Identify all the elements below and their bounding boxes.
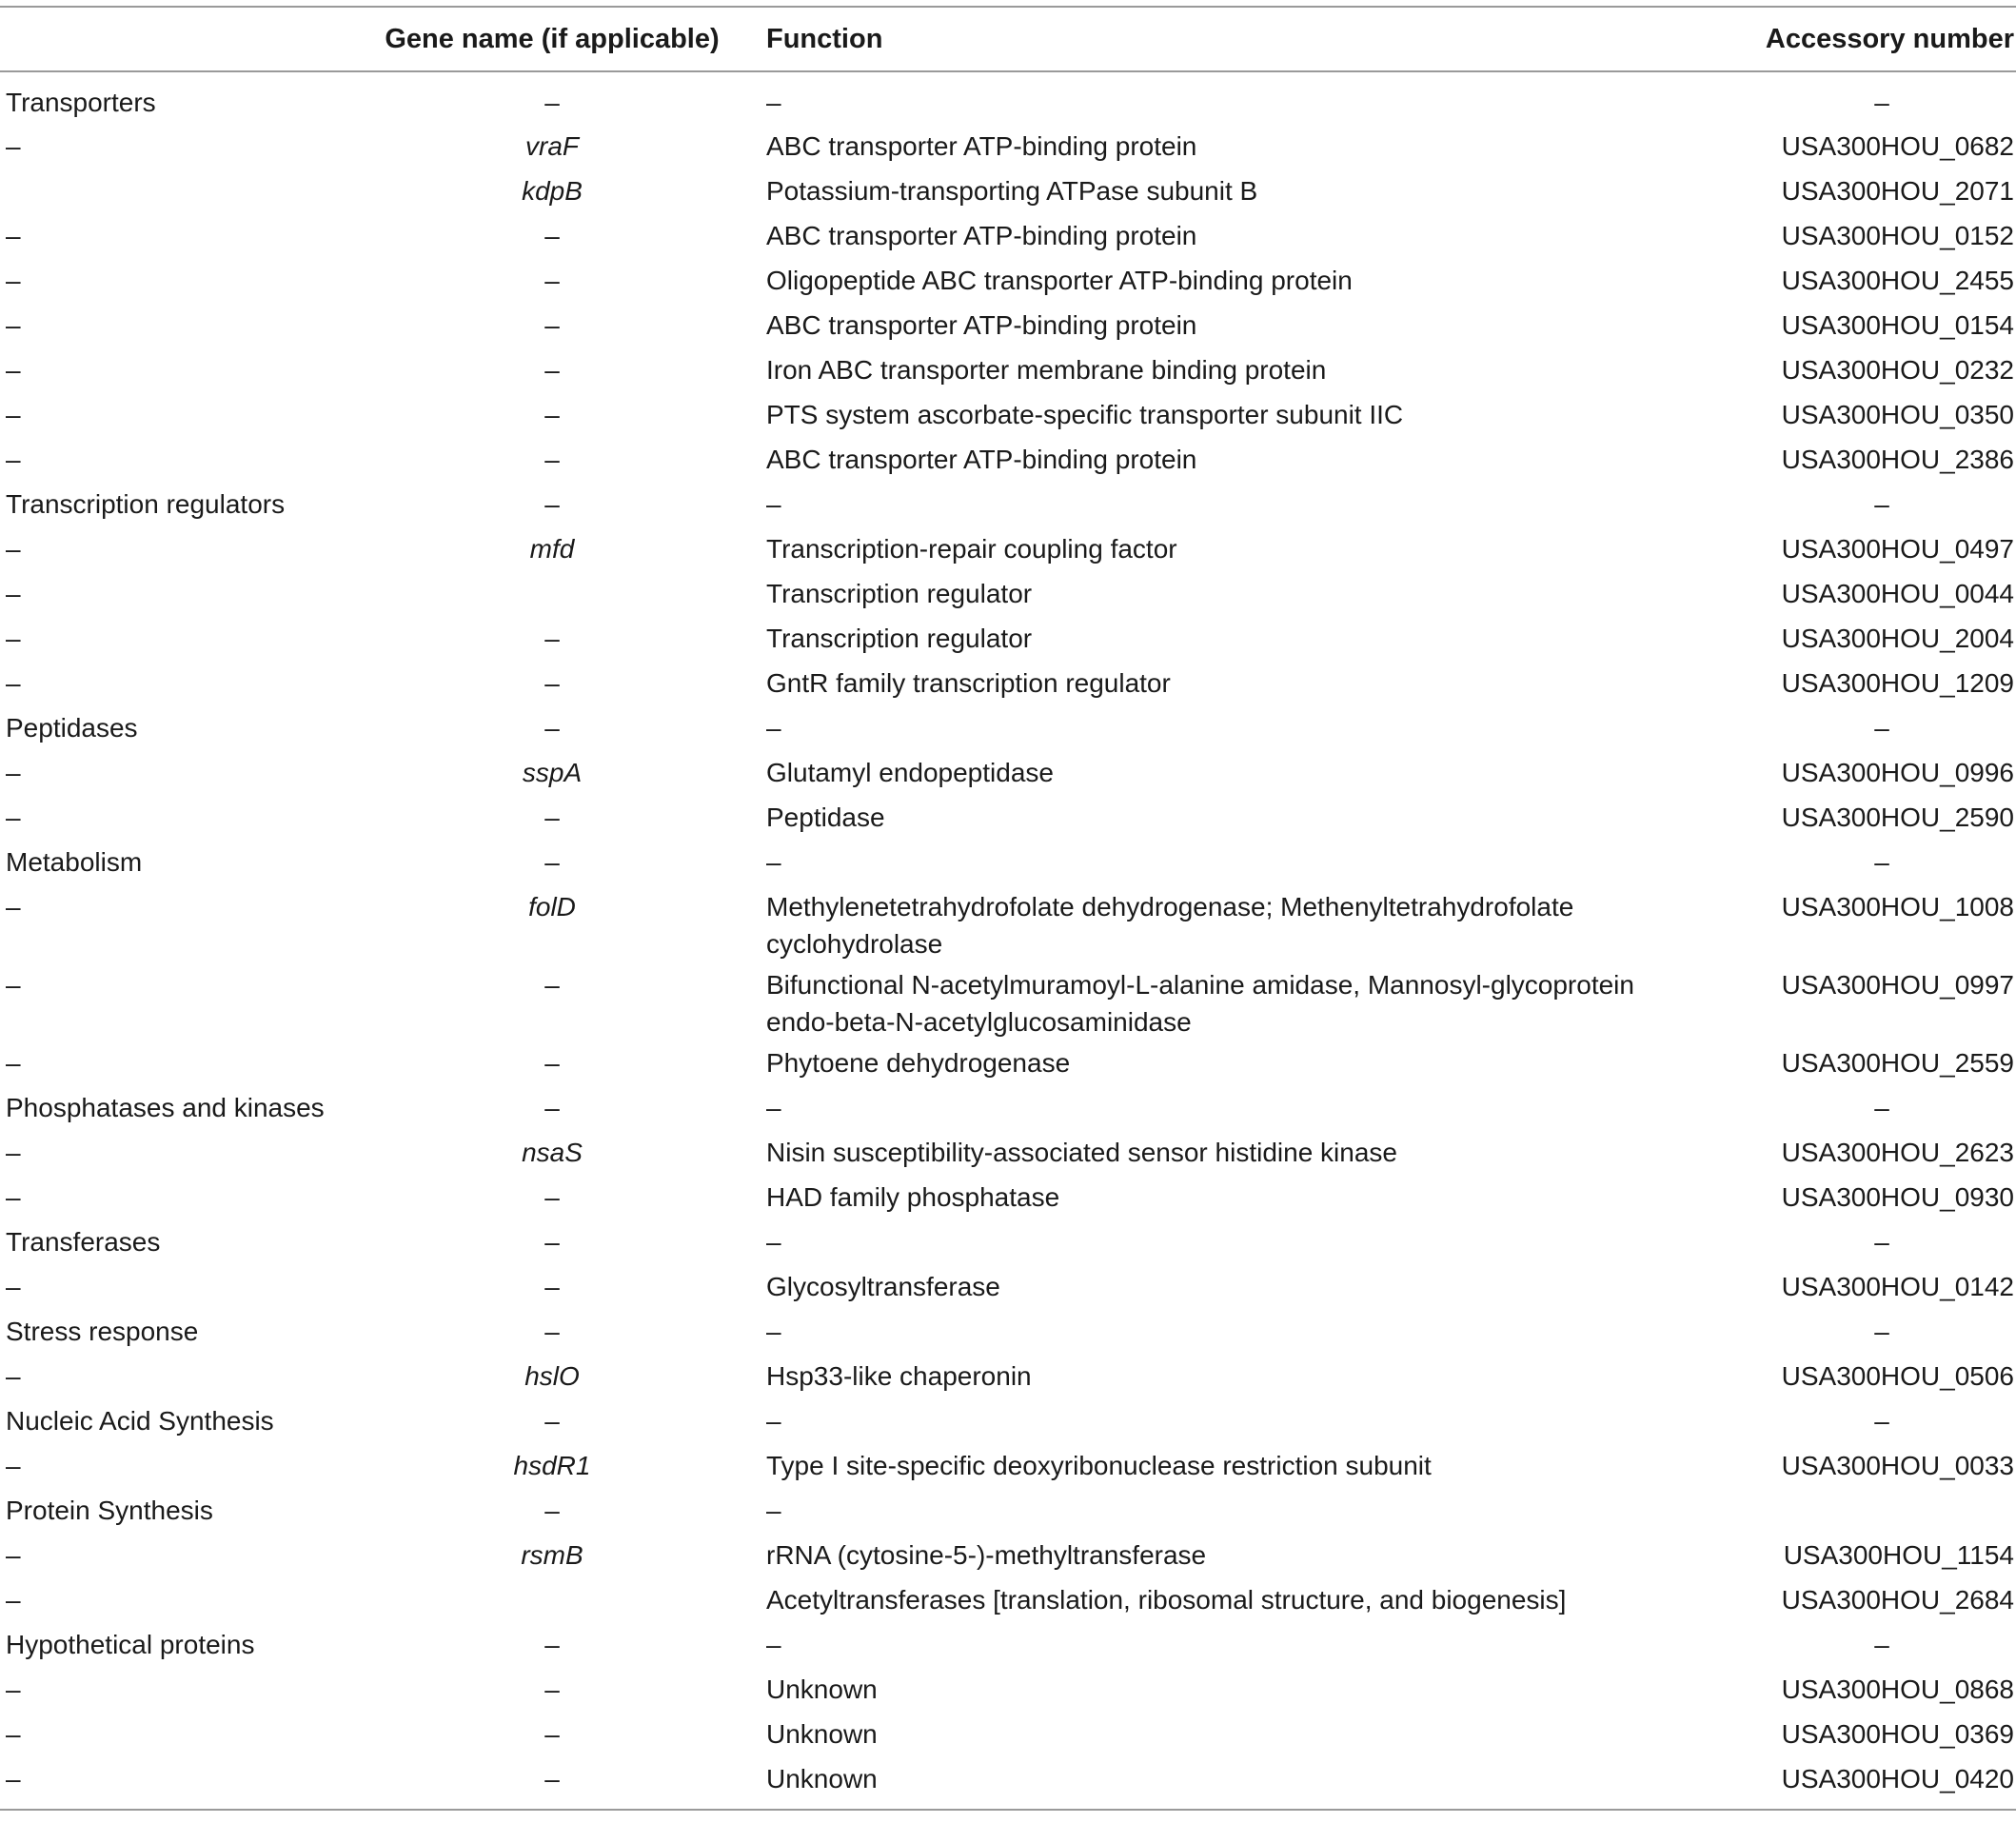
table-row xyxy=(0,1354,2016,1398)
cell-accessory-number: USA300HOU_2071 xyxy=(1781,176,2014,206)
table-row xyxy=(0,258,2016,303)
cell-gene-name: – xyxy=(544,445,560,474)
cell-accessory-number: USA300HOU_0152 xyxy=(1781,221,2014,250)
cell-category: – xyxy=(6,400,21,429)
cell-function: Unknown xyxy=(766,1764,878,1793)
cell-category: Nucleic Acid Synthesis xyxy=(6,1406,274,1436)
cell-gene-name: – xyxy=(544,1630,560,1659)
cell-category: Protein Synthesis xyxy=(6,1496,213,1525)
cell-function: Transcription regulator xyxy=(766,579,1033,608)
cell-category: – xyxy=(6,892,21,922)
cell-gene-name: nsaS xyxy=(522,1138,583,1167)
cell-function: Unknown xyxy=(766,1719,878,1749)
cell-accessory-number: – xyxy=(1874,847,1889,877)
cell-gene-name: – xyxy=(544,400,560,429)
table-row xyxy=(0,962,2016,1040)
cell-gene-name: rsmB xyxy=(521,1540,583,1570)
cell-accessory-number: USA300HOU_0232 xyxy=(1781,355,2014,385)
cell-function: Type I site-specific deoxyribonuclease restriction subunit xyxy=(766,1451,1432,1480)
cell-category: – xyxy=(6,1361,21,1391)
cell-category: – xyxy=(6,310,21,340)
table-row xyxy=(0,1756,2016,1810)
cell-gene-name: – xyxy=(544,1406,560,1436)
cell-category: Hypothetical proteins xyxy=(6,1630,255,1659)
cell-accessory-number: – xyxy=(1874,489,1889,519)
table-row xyxy=(0,661,2016,705)
table-row xyxy=(0,1085,2016,1130)
cell-accessory-number: USA300HOU_1209 xyxy=(1781,668,2014,698)
cell-function: Glycosyltransferase xyxy=(766,1272,1000,1301)
cell-category: – xyxy=(6,266,21,295)
cell-accessory-number: – xyxy=(1874,1317,1889,1346)
cell-function: ABC transporter ATP-binding protein xyxy=(766,310,1197,340)
cell-category: – xyxy=(6,1182,21,1212)
cell-gene-name: – xyxy=(544,713,560,743)
table-row xyxy=(0,1577,2016,1622)
cell-gene-name: – xyxy=(544,1764,560,1793)
cell-accessory-number: USA300HOU_0997 xyxy=(1781,970,2014,1000)
cell-gene-name: – xyxy=(544,1227,560,1257)
table-row xyxy=(0,1712,2016,1756)
table-row xyxy=(0,437,2016,482)
cell-accessory-number: USA300HOU_0044 xyxy=(1781,579,2014,608)
table-row xyxy=(0,1622,2016,1667)
cell-accessory-number xyxy=(1711,1488,2016,1533)
cell-gene-name: – xyxy=(544,1048,560,1078)
cell-category: Phosphatases and kinases xyxy=(6,1093,325,1122)
table-row xyxy=(0,1175,2016,1219)
cell-accessory-number: USA300HOU_0420 xyxy=(1781,1764,2014,1793)
cell-accessory-number: USA300HOU_0506 xyxy=(1781,1361,2014,1391)
table-row xyxy=(0,840,2016,884)
cell-gene-name: – xyxy=(544,1272,560,1301)
cell-gene-name: – xyxy=(544,489,560,519)
cell-accessory-number: USA300HOU_2004 xyxy=(1781,624,2014,653)
header-function: Function xyxy=(766,23,883,54)
cell-category: – xyxy=(6,534,21,564)
cell-category: – xyxy=(6,803,21,832)
cell-function: Unknown xyxy=(766,1675,878,1704)
table-header xyxy=(0,7,2016,71)
gene-function-table xyxy=(0,6,2016,1811)
cell-function: Transcription regulator xyxy=(766,624,1033,653)
cell-category: – xyxy=(6,1272,21,1301)
cell-category: – xyxy=(6,1764,21,1793)
cell-function: – xyxy=(766,1317,781,1346)
cell-category: Transferases xyxy=(6,1227,161,1257)
header-accessory-number: Accessory number xyxy=(1765,23,2014,54)
table-row xyxy=(0,616,2016,661)
cell-gene-name: – xyxy=(544,1496,560,1525)
cell-function: Hsp33-like chaperonin xyxy=(766,1361,1032,1391)
cell-function: Methylenetetrahydrofolate dehydrogenase; Methenyltetrahydrofolate cyclohydrolase xyxy=(766,892,1574,959)
cell-gene-name: hsdR1 xyxy=(513,1451,591,1480)
header-category xyxy=(0,7,362,71)
table-row xyxy=(0,347,2016,392)
table-row xyxy=(0,303,2016,347)
cell-gene-name: vraF xyxy=(525,131,579,161)
cell-accessory-number: – xyxy=(1874,1093,1889,1122)
cell-category: – xyxy=(6,445,21,474)
cell-gene-name: – xyxy=(544,803,560,832)
cell-gene-name: – xyxy=(544,310,560,340)
cell-accessory-number: – xyxy=(1874,1227,1889,1257)
table-row xyxy=(0,705,2016,750)
table-row xyxy=(0,1533,2016,1577)
cell-accessory-number: USA300HOU_0369 xyxy=(1781,1719,2014,1749)
table-row xyxy=(0,392,2016,437)
cell-function: Acetyltransferases [translation, ribosomal structure, and biogenesis] xyxy=(766,1585,1567,1615)
cell-category: Metabolism xyxy=(6,847,143,877)
cell-accessory-number: USA300HOU_0154 xyxy=(1781,310,2014,340)
cell-function: Transcription-repair coupling factor xyxy=(766,534,1177,564)
table-row xyxy=(0,1219,2016,1264)
cell-gene-name: sspA xyxy=(522,758,583,787)
cell-gene-name: – xyxy=(544,1675,560,1704)
cell-category: – xyxy=(6,1585,21,1615)
cell-accessory-number: USA300HOU_1154 xyxy=(1783,1540,2014,1570)
cell-gene-name: mfd xyxy=(529,534,575,564)
table-row xyxy=(0,750,2016,795)
table-row xyxy=(0,1309,2016,1354)
cell-category: – xyxy=(6,1138,21,1167)
cell-gene-name: – xyxy=(544,266,560,295)
cell-function: Potassium-transporting ATPase subunit B xyxy=(766,176,1258,206)
table-row xyxy=(0,482,2016,526)
cell-category: – xyxy=(6,668,21,698)
table-row xyxy=(0,526,2016,571)
cell-function: PTS system ascorbate-specific transporter subunit IIC xyxy=(766,400,1404,429)
cell-category: – xyxy=(6,1675,21,1704)
cell-function: – xyxy=(766,1227,781,1257)
cell-accessory-number: USA300HOU_2559 xyxy=(1781,1048,2014,1078)
cell-function: – xyxy=(766,1496,781,1525)
cell-gene-name: – xyxy=(544,221,560,250)
cell-category: – xyxy=(6,355,21,385)
table-row xyxy=(0,884,2016,962)
table-row xyxy=(0,1264,2016,1309)
cell-function: ABC transporter ATP-binding protein xyxy=(766,131,1197,161)
cell-category: – xyxy=(6,758,21,787)
table-row xyxy=(0,1040,2016,1085)
cell-function: HAD family phosphatase xyxy=(766,1182,1060,1212)
cell-accessory-number: USA300HOU_0497 xyxy=(1781,534,2014,564)
cell-function: – xyxy=(766,713,781,743)
cell-accessory-number: USA300HOU_2684 xyxy=(1781,1585,2014,1615)
cell-gene-name: – xyxy=(544,1317,560,1346)
cell-gene-name: – xyxy=(544,88,560,117)
cell-accessory-number: USA300HOU_2455 xyxy=(1781,266,2014,295)
cell-gene-name: – xyxy=(544,1093,560,1122)
cell-accessory-number: USA300HOU_1008 xyxy=(1781,892,2014,922)
cell-function: ABC transporter ATP-binding protein xyxy=(766,221,1197,250)
cell-function: – xyxy=(766,847,781,877)
cell-function: Nisin susceptibility-associated sensor histidine kinase xyxy=(766,1138,1397,1167)
cell-category: Peptidases xyxy=(6,713,138,743)
cell-category: Stress response xyxy=(6,1317,199,1346)
cell-gene-name: – xyxy=(544,1719,560,1749)
table-row xyxy=(0,571,2016,616)
cell-accessory-number: USA300HOU_0033 xyxy=(1781,1451,2014,1480)
cell-accessory-number: USA300HOU_0930 xyxy=(1781,1182,2014,1212)
cell-accessory-number: USA300HOU_2623 xyxy=(1781,1138,2014,1167)
cell-category: – xyxy=(6,221,21,250)
cell-function: rRNA (cytosine-5-)-methyltransferase xyxy=(766,1540,1207,1570)
cell-gene-name: kdpB xyxy=(522,176,583,206)
cell-accessory-number: – xyxy=(1874,1630,1889,1659)
cell-category: – xyxy=(6,579,21,608)
table-body xyxy=(0,71,2016,1810)
cell-function: ABC transporter ATP-binding protein xyxy=(766,445,1197,474)
cell-function: – xyxy=(766,489,781,519)
cell-accessory-number: USA300HOU_0350 xyxy=(1781,400,2014,429)
cell-gene-name: – xyxy=(544,970,560,1000)
table-row xyxy=(0,1488,2016,1533)
table-row xyxy=(0,1398,2016,1443)
cell-function: Bifunctional N-acetylmuramoyl-L-alanine amidase, Mannosyl-glycoprotein endo-beta-N-acetylglucosaminidase xyxy=(766,970,1634,1037)
cell-category: – xyxy=(6,131,21,161)
cell-accessory-number: USA300HOU_0142 xyxy=(1781,1272,2014,1301)
table-row xyxy=(0,1667,2016,1712)
cell-accessory-number: USA300HOU_2386 xyxy=(1781,445,2014,474)
cell-category: – xyxy=(6,624,21,653)
cell-gene-name: hslO xyxy=(524,1361,580,1391)
cell-category: Transcription regulators xyxy=(6,489,286,519)
cell-category: – xyxy=(6,970,21,1000)
cell-category xyxy=(0,168,362,213)
table-row xyxy=(0,795,2016,840)
table-row xyxy=(0,168,2016,213)
cell-function: Phytoene dehydrogenase xyxy=(766,1048,1071,1078)
cell-function: Glutamyl endopeptidase xyxy=(766,758,1054,787)
cell-gene-name: – xyxy=(544,668,560,698)
cell-gene-name: – xyxy=(544,355,560,385)
cell-accessory-number: USA300HOU_0682 xyxy=(1781,131,2014,161)
table-row xyxy=(0,1130,2016,1175)
cell-gene-name: folD xyxy=(528,892,576,922)
table-row xyxy=(0,213,2016,258)
cell-category: – xyxy=(6,1540,21,1570)
cell-accessory-number: – xyxy=(1874,1406,1889,1436)
cell-gene-name xyxy=(362,571,742,616)
cell-function: Peptidase xyxy=(766,803,885,832)
table-row xyxy=(0,71,2016,124)
cell-gene-name xyxy=(362,1577,742,1622)
cell-gene-name: – xyxy=(544,1182,560,1212)
cell-category: – xyxy=(6,1719,21,1749)
table-row xyxy=(0,124,2016,168)
cell-category: – xyxy=(6,1451,21,1480)
header-gene-name: Gene name (if applicable) xyxy=(385,23,720,54)
cell-function: – xyxy=(766,1406,781,1436)
cell-category: Transporters xyxy=(6,88,156,117)
cell-accessory-number: – xyxy=(1874,88,1889,117)
table-row xyxy=(0,1443,2016,1488)
cell-function: – xyxy=(766,1093,781,1122)
cell-gene-name: – xyxy=(544,847,560,877)
cell-function: Oligopeptide ABC transporter ATP-binding protein xyxy=(766,266,1353,295)
cell-accessory-number: USA300HOU_0868 xyxy=(1781,1675,2014,1704)
header-row xyxy=(0,7,2016,71)
cell-function: Iron ABC transporter membrane binding protein xyxy=(766,355,1327,385)
cell-function: – xyxy=(766,1630,781,1659)
cell-accessory-number: – xyxy=(1874,713,1889,743)
cell-gene-name: – xyxy=(544,624,560,653)
cell-function: GntR family transcription regulator xyxy=(766,668,1171,698)
cell-accessory-number: USA300HOU_2590 xyxy=(1781,803,2014,832)
cell-category: – xyxy=(6,1048,21,1078)
cell-function: – xyxy=(766,88,781,117)
cell-accessory-number: USA300HOU_0996 xyxy=(1781,758,2014,787)
